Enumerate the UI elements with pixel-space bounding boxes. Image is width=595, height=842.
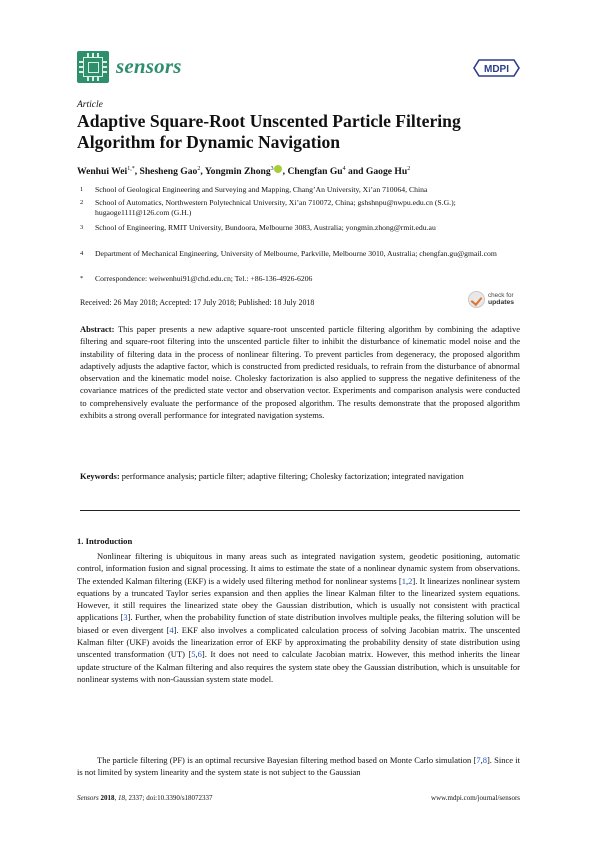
- paper-title: Adaptive Square-Root Unscented Particle Filtering Algorithm for Dynamic Navigation: [77, 111, 461, 152]
- citation-link[interactable]: 4: [169, 624, 174, 635]
- author-name[interactable]: Gaoge Hu: [365, 166, 408, 177]
- section-heading: 1. Introduction: [77, 536, 133, 546]
- affiliation-text: Department of Mechanical Engineering, University of Melbourne, Parkville, Melbourne 3010, Australia; chengfan.gu@gmail.com: [95, 249, 497, 258]
- journal-name: sensors: [116, 54, 182, 78]
- author-affiliation-mark: 4: [342, 165, 346, 172]
- publisher-name: MDPI: [484, 63, 509, 75]
- body-text: Nonlinear filtering is ubiquitous in many areas such as integrated navigation system, geodetic positioning, automatic control, information fusion and signal processing. It aims to estimate the state of a nonlinear dynamic system from observations. The extended Kalman filtering (EKF) is a widely used filtering method for nonlinear systems [: [77, 551, 520, 586]
- citation-link[interactable]: 8: [482, 755, 487, 765]
- author-affiliation-mark: 2: [197, 165, 201, 172]
- author-affiliation-mark: 2: [407, 165, 411, 172]
- author-affiliation-mark: 1,*: [127, 165, 135, 172]
- citation-link[interactable]: 6: [197, 649, 202, 660]
- publication-dates: Received: 26 May 2018; Accepted: 17 July 2018; Published: 18 July 2018: [80, 298, 315, 307]
- abstract-text: This paper presents a new adaptive square-root unscented particle filtering algorithm by combining the adaptive filtering and square-root filtering into the unscented particle filter to inhibit the disturbance of kinematic model noise and the instability of filtering data in the process of nonlinear filtering. To prevent particles from degeneracy, the proposed algorithm adaptively adjusts the adaptive factor, which is constructed from predicted residuals, to refrain from the disturbance of abnormal observation and the kinematic model noise. Cholesky factorization is also applied to suppress the negative definiteness of the covariance matrices of the predicted state vector and observation vector. Experiments and comparison analysis were conducted to comprehensively evaluate the performance of the proposed algorithm. The results demonstrate that the proposed algorithm exhibits a strong overall performance for integrated navigation systems.: [80, 324, 520, 421]
- citation-link[interactable]: 1: [401, 575, 407, 586]
- keywords-text: performance analysis; particle filter; adaptive filtering; Cholesky factorization; integrated navigation: [121, 471, 464, 481]
- abstract-label: Abstract:: [80, 324, 115, 334]
- journal-logo-icon: [77, 51, 109, 83]
- affiliation-text: School of Geological Engineering and Surveying and Mapping, Chang’An University, Xi’an 710064, China: [95, 185, 428, 194]
- body-paragraph: [77, 754, 520, 779]
- author-list: Wenhui Wei$^{1,*}$, Shesheng Gao$^2$, Yongmin Zhong$^3$ , Chengfan Gu$^4$ and Gaoge Hu$^2$: [77, 165, 411, 177]
- footer-article: 2337: [128, 794, 143, 802]
- journal-url[interactable]: www.mdpi.com/journal/sensors: [431, 794, 520, 802]
- body-text: ]. EKF also involves a complicated calculation process of solving Jacobian matrix. The unscented Kalman filter (UKF) avoids the linearization error of EKF by approximating the probability density of state distribution using unscented transformation (UT) [: [77, 624, 520, 660]
- affiliation-text: School of Automatics, Northwestern Polytechnical University, Xi’an 710072, China; gshshnpu@nwpu.edu.cn (S.G.); hugaoge1111@126.com (G.H.): [95, 198, 456, 218]
- divider: [80, 510, 520, 511]
- body-text: ]. It does not need to calculate Jacobian matrix. However, this method inherits the linear update structure of the Kalman filtering and also requires the system state obey the Gaussian distribution, which is unsuitable for nonlinear systems with non-Gaussian system state model.: [77, 649, 520, 684]
- citation-link[interactable]: 7: [476, 755, 481, 765]
- keywords: [80, 470, 520, 482]
- citation-link[interactable]: 2: [408, 575, 413, 586]
- affiliation-number: *: [80, 275, 84, 282]
- keywords-label: Keywords:: [80, 471, 120, 481]
- body-text: ,: [406, 575, 409, 586]
- body-text: ,: [480, 755, 483, 765]
- citation-link[interactable]: 5: [191, 649, 196, 660]
- body-text: ]. Since it is not limited by system linearity and the system state is not subject to the Gaussian: [77, 755, 520, 778]
- body-text: The particle filtering (PF) is an optimal recursive Bayesian filtering method based on Monte Carlo simulation [: [97, 755, 477, 765]
- body-text: ,: [195, 649, 198, 660]
- citation-footer: Sensors 2018, 18, 2337; doi:10.3390/s18072337: [77, 794, 213, 802]
- affiliation-text: Correspondence: weiwenhui91@chd.edu.cn; Tel.: +86-136-4926-6206: [95, 274, 313, 283]
- footer-year: 2018: [100, 794, 115, 802]
- affiliation-number: 1: [80, 186, 84, 193]
- body-text: ]. It linearizes nonlinear system equations by a truncated Taylor series expansion and then applies the linear Kalman filter to the linearized system equations. However, it still requires the linearized state obey the Gaussian distribution, which is usually not consistent with practical applications [: [77, 575, 520, 623]
- footer-doi[interactable]: doi:10.3390/s18072337: [146, 794, 213, 802]
- body-text: ]. Further, when the probability function of state distribution involves multiple peaks, the filtering solution will be biased or even divergent [: [77, 612, 521, 635]
- mdpi-logo-icon: [473, 57, 520, 79]
- footer-journal: Sensors: [77, 794, 99, 802]
- orcid-icon[interactable]: [274, 165, 282, 173]
- checkmark-icon: [468, 291, 485, 308]
- author-name[interactable]: Shesheng Gao: [139, 166, 198, 177]
- affiliation-number: 3: [80, 224, 84, 231]
- check-for-updates-button[interactable]: check for updates: [468, 290, 520, 310]
- article-type: Article: [77, 100, 103, 110]
- author-name[interactable]: Chengfan Gu: [287, 166, 343, 177]
- affiliation-number: 4: [80, 250, 84, 257]
- citation-link[interactable]: 3: [123, 612, 128, 623]
- body-paragraph: [77, 550, 520, 685]
- affiliation-number: 2: [80, 199, 84, 206]
- abstract: [80, 323, 520, 421]
- author-name[interactable]: Yongmin Zhong: [204, 166, 271, 177]
- affiliation-text: School of Engineering, RMIT University, Bundoora, Melbourne 3083, Australia; yongmin.zhong@rmit.edu.au: [95, 223, 436, 232]
- author-name[interactable]: Wenhui Wei: [77, 166, 128, 177]
- author-affiliation-mark: 3: [270, 165, 274, 172]
- footer-volume: 18: [118, 794, 126, 802]
